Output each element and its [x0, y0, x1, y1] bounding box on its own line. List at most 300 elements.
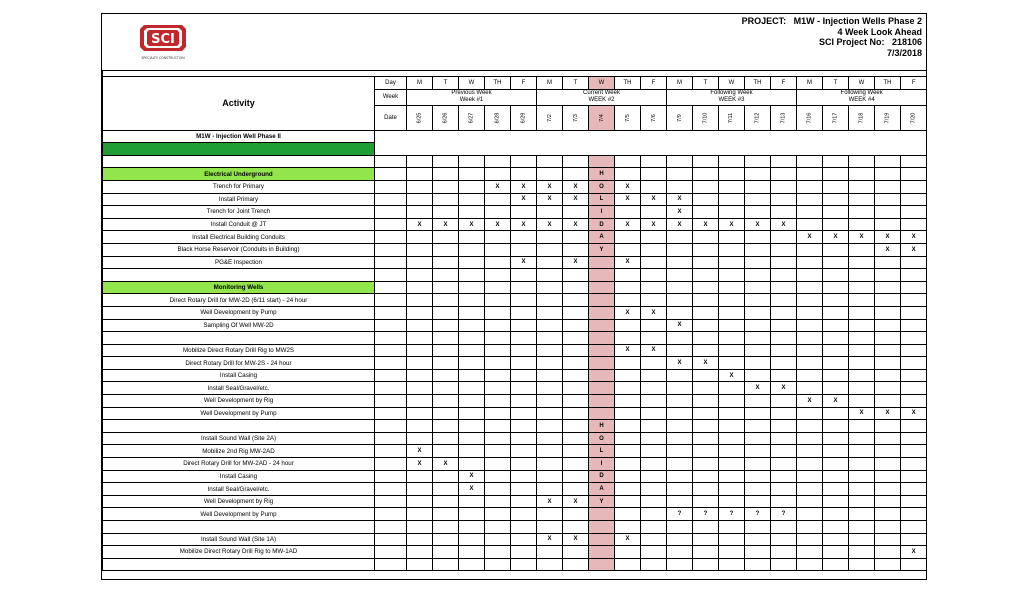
- section-bar: [103, 143, 375, 156]
- activity-cell: Install Primary: [103, 193, 375, 206]
- day-slot: [875, 206, 901, 219]
- date-text: 7/5: [624, 113, 631, 122]
- week-header: [667, 89, 797, 105]
- day-slot: [901, 558, 927, 571]
- day-slot: [693, 546, 719, 559]
- table-row: [103, 130, 927, 143]
- day-slot: [797, 319, 823, 332]
- date-text: 6/25: [416, 112, 423, 123]
- date-text: 7/12: [754, 112, 761, 123]
- day-slot: [875, 558, 901, 571]
- activity-cell: Well Development by Pump: [103, 508, 375, 521]
- day-slot: [641, 508, 667, 521]
- day-slot: [693, 193, 719, 206]
- day-slot: [797, 483, 823, 496]
- day-slot: [771, 193, 797, 206]
- scheduled-mark: X: [797, 395, 823, 408]
- day-slot: [537, 458, 563, 471]
- day-slot: [849, 269, 875, 282]
- tentative-mark: ?: [693, 508, 719, 521]
- day-slot: [771, 231, 797, 244]
- day-slot: [615, 521, 641, 534]
- day-slot: [433, 281, 459, 294]
- holiday-letter: H: [589, 168, 615, 181]
- day-slot: [589, 294, 615, 307]
- day-slot: [511, 357, 537, 370]
- day-slot: [771, 294, 797, 307]
- scheduled-mark: X: [641, 344, 667, 357]
- day-slot: [693, 407, 719, 420]
- day-slot: [563, 168, 589, 181]
- day-slot: [901, 269, 927, 282]
- day-slot: [745, 344, 771, 357]
- activity-cell: Install Sound Wall (Site 1A): [103, 533, 375, 546]
- day-slot: [797, 521, 823, 534]
- activity-cell: [103, 558, 375, 571]
- day-slot: [563, 369, 589, 382]
- day-slot: [433, 155, 459, 168]
- day-slot: [511, 332, 537, 345]
- day-slot: [875, 508, 901, 521]
- day-slot: [875, 533, 901, 546]
- week-title: Following Week: [840, 90, 883, 97]
- day-slot: [693, 432, 719, 445]
- day-slot: [901, 218, 927, 231]
- table-row: [103, 218, 927, 231]
- day-slot: [563, 445, 589, 458]
- day-slot: [433, 420, 459, 433]
- day-slot: [641, 395, 667, 408]
- day-slot: [667, 470, 693, 483]
- day-cell: W: [459, 77, 485, 90]
- day-slot: [615, 395, 641, 408]
- day-slot: [537, 445, 563, 458]
- day-slot: [823, 546, 849, 559]
- spacer-cell: [375, 558, 407, 571]
- day-slot: [693, 458, 719, 471]
- day-slot: [641, 533, 667, 546]
- day-slot: [511, 521, 537, 534]
- day-slot: [693, 470, 719, 483]
- day-slot: [849, 256, 875, 269]
- day-slot: [849, 458, 875, 471]
- table-row: [103, 193, 927, 206]
- day-slot: [433, 206, 459, 219]
- day-slot: [563, 332, 589, 345]
- scheduled-mark: X: [511, 193, 537, 206]
- activity-cell: Install Casing: [103, 369, 375, 382]
- day-slot: [433, 180, 459, 193]
- day-slot: [641, 369, 667, 382]
- day-slot: [693, 306, 719, 319]
- day-slot: [615, 369, 641, 382]
- day-slot: [485, 193, 511, 206]
- day-slot: [537, 521, 563, 534]
- table-row: [103, 432, 927, 445]
- day-slot: [875, 168, 901, 181]
- table-row: [103, 319, 927, 332]
- section-header: Monitoring Wells: [103, 281, 375, 294]
- day-slot: [485, 533, 511, 546]
- day-slot: [693, 483, 719, 496]
- day-slot: [485, 231, 511, 244]
- day-slot: [823, 344, 849, 357]
- day-slot: [771, 395, 797, 408]
- day-slot: [459, 168, 485, 181]
- day-slot: [719, 180, 745, 193]
- day-slot: [693, 256, 719, 269]
- day-slot: [719, 206, 745, 219]
- day-slot: [563, 294, 589, 307]
- day-slot: [563, 206, 589, 219]
- holiday-letter: I: [589, 458, 615, 471]
- day-slot: [797, 470, 823, 483]
- day-slot: [745, 319, 771, 332]
- report-date: 7/3/2018: [886, 47, 922, 58]
- spacer-cell: [375, 533, 407, 546]
- day-slot: [719, 256, 745, 269]
- activity-header: Activity: [103, 77, 375, 131]
- day-slot: [797, 357, 823, 370]
- day-slot: [511, 508, 537, 521]
- scheduled-mark: X: [875, 243, 901, 256]
- day-slot: [745, 306, 771, 319]
- activity-cell: [103, 269, 375, 282]
- day-slot: [693, 281, 719, 294]
- day-slot: [433, 558, 459, 571]
- scheduled-mark: X: [563, 218, 589, 231]
- date-text: 7/3: [572, 113, 579, 122]
- day-slot: [407, 256, 433, 269]
- day-slot: [563, 382, 589, 395]
- day-slot: [667, 344, 693, 357]
- day-cell: M: [537, 77, 563, 90]
- day-slot: [667, 533, 693, 546]
- day-slot: [433, 294, 459, 307]
- project-number: SCI Project No: 218106: [818, 37, 922, 47]
- day-slot: [797, 546, 823, 559]
- day-slot: [771, 558, 797, 571]
- day-slot: [459, 180, 485, 193]
- day-slot: [537, 168, 563, 181]
- day-slot: [901, 319, 927, 332]
- scheduled-mark: X: [745, 218, 771, 231]
- day-slot: [537, 420, 563, 433]
- day-slot: [901, 483, 927, 496]
- scheduled-mark: X: [901, 407, 927, 420]
- table-row: [103, 558, 927, 571]
- day-slot: [667, 306, 693, 319]
- table-row: [103, 483, 927, 496]
- day-slot: [745, 445, 771, 458]
- day-slot: [849, 357, 875, 370]
- day-slot: [459, 382, 485, 395]
- day-slot: [901, 521, 927, 534]
- date-text: 7/16: [806, 112, 813, 123]
- day-slot: [693, 168, 719, 181]
- day-cell: W: [849, 77, 875, 90]
- day-slot: [407, 521, 433, 534]
- day-slot: [511, 458, 537, 471]
- day-slot: [485, 155, 511, 168]
- day-slot: [511, 483, 537, 496]
- scheduled-mark: X: [797, 231, 823, 244]
- day-slot: [407, 369, 433, 382]
- activity-cell: Sampling Of Well MW-2D: [103, 319, 375, 332]
- day-cell: M: [407, 77, 433, 90]
- day-slot: [485, 382, 511, 395]
- day-slot: [641, 420, 667, 433]
- day-slot: [797, 420, 823, 433]
- day-slot: [797, 168, 823, 181]
- day-slot: [745, 407, 771, 420]
- activity-cell: Install Casing: [103, 470, 375, 483]
- day-slot: [849, 243, 875, 256]
- day-slot: [641, 382, 667, 395]
- spacer-cell: [375, 495, 407, 508]
- lookahead-label: 4 Week Look Ahead: [837, 26, 922, 37]
- day-slot: [511, 533, 537, 546]
- spacer-cell: [375, 546, 407, 559]
- day-slot: [797, 155, 823, 168]
- day-slot: [433, 407, 459, 420]
- day-slot: [511, 369, 537, 382]
- day-slot: [823, 218, 849, 231]
- day-slot: [901, 168, 927, 181]
- day-slot: [797, 243, 823, 256]
- day-slot: [615, 231, 641, 244]
- scheduled-mark: X: [563, 180, 589, 193]
- day-slot: [875, 483, 901, 496]
- scheduled-mark: X: [615, 533, 641, 546]
- day-slot: [797, 256, 823, 269]
- tentative-mark: ?: [771, 508, 797, 521]
- day-slot: [693, 180, 719, 193]
- scheduled-mark: X: [771, 218, 797, 231]
- day-slot: [433, 369, 459, 382]
- activity-cell: Trench for Joint Trench: [103, 206, 375, 219]
- week-number: Week #1: [459, 97, 484, 104]
- day-slot: [433, 357, 459, 370]
- week-title: Previous Week: [451, 90, 492, 97]
- day-slot: [901, 495, 927, 508]
- spacer-cell: [375, 319, 407, 332]
- table-row: [103, 533, 927, 546]
- day-slot: [719, 483, 745, 496]
- day-slot: [615, 407, 641, 420]
- holiday-letter: O: [589, 432, 615, 445]
- day-slot: [641, 407, 667, 420]
- day-slot: [823, 243, 849, 256]
- day-slot: [667, 558, 693, 571]
- day-slot: [433, 508, 459, 521]
- day-slot: [615, 382, 641, 395]
- scheduled-mark: X: [693, 357, 719, 370]
- day-slot: [563, 420, 589, 433]
- day-slot: [823, 180, 849, 193]
- spacer-cell: [375, 243, 407, 256]
- day-slot: [745, 294, 771, 307]
- spacer-cell: [375, 231, 407, 244]
- activity-cell: Direct Rotary Drill for MW-2S - 24 hour: [103, 357, 375, 370]
- day-slot: [433, 319, 459, 332]
- date-cell: [563, 105, 589, 130]
- activity-cell: Well Development by Rig: [103, 495, 375, 508]
- day-slot: [667, 281, 693, 294]
- day-slot: [459, 369, 485, 382]
- day-slot: [693, 445, 719, 458]
- day-slot: [459, 357, 485, 370]
- day-slot: [823, 420, 849, 433]
- day-slot: [797, 382, 823, 395]
- day-slot: [407, 281, 433, 294]
- day-slot: [901, 206, 927, 219]
- day-slot: [875, 382, 901, 395]
- day-slot: [407, 508, 433, 521]
- day-slot: [797, 332, 823, 345]
- scheduled-mark: X: [641, 193, 667, 206]
- scheduled-mark: X: [615, 180, 641, 193]
- day-slot: [901, 458, 927, 471]
- table-row: [103, 332, 927, 345]
- spacer-cell: [375, 432, 407, 445]
- day-slot: [745, 470, 771, 483]
- day-slot: [797, 445, 823, 458]
- day-slot: [459, 546, 485, 559]
- scheduled-mark: X: [615, 344, 641, 357]
- tentative-mark: ?: [719, 508, 745, 521]
- spacer-cell: [375, 395, 407, 408]
- scheduled-mark: X: [459, 470, 485, 483]
- day-slot: [901, 369, 927, 382]
- spacer-cell: [375, 306, 407, 319]
- day-slot: [563, 357, 589, 370]
- day-slot: [771, 256, 797, 269]
- scheduled-mark: X: [563, 256, 589, 269]
- day-slot: [901, 432, 927, 445]
- day-slot: [459, 407, 485, 420]
- day-slot: [771, 155, 797, 168]
- scheduled-mark: X: [667, 319, 693, 332]
- holiday-letter: A: [589, 483, 615, 496]
- day-slot: [849, 155, 875, 168]
- spacer-cell: [375, 206, 407, 219]
- holiday-letter: L: [589, 193, 615, 206]
- day-slot: [719, 521, 745, 534]
- day-slot: [823, 483, 849, 496]
- day-cell: TH: [745, 77, 771, 90]
- date-cell: [433, 105, 459, 130]
- day-slot: [693, 231, 719, 244]
- day-slot: [407, 382, 433, 395]
- day-slot: [459, 155, 485, 168]
- day-slot: [771, 357, 797, 370]
- day-slot: [511, 344, 537, 357]
- date-text: 6/26: [442, 112, 449, 123]
- day-slot: [537, 558, 563, 571]
- day-slot: [693, 521, 719, 534]
- day-slot: [641, 281, 667, 294]
- day-slot: [641, 445, 667, 458]
- day-slot: [667, 269, 693, 282]
- scheduled-mark: X: [745, 382, 771, 395]
- date-cell: [693, 105, 719, 130]
- day-slot: [849, 495, 875, 508]
- day-slot: [849, 294, 875, 307]
- day-slot: [615, 495, 641, 508]
- day-slot: [745, 521, 771, 534]
- day-slot: [875, 180, 901, 193]
- day-slot: [407, 294, 433, 307]
- table-row: [103, 256, 927, 269]
- day-slot: [511, 495, 537, 508]
- table-row: [103, 168, 927, 181]
- day-slot: [771, 306, 797, 319]
- week-number: WEEK #4: [848, 97, 875, 104]
- day-slot: [641, 168, 667, 181]
- day-cell: M: [797, 77, 823, 90]
- date-text: 7/19: [884, 112, 891, 123]
- spacer-cell: [375, 294, 407, 307]
- day-slot: [407, 155, 433, 168]
- date-cell: [407, 105, 433, 130]
- date-cell: [485, 105, 511, 130]
- day-slot: [745, 483, 771, 496]
- day-slot: [667, 155, 693, 168]
- day-slot: [719, 193, 745, 206]
- day-slot: [641, 495, 667, 508]
- day-slot: [771, 206, 797, 219]
- day-slot: [875, 470, 901, 483]
- day-slot: [745, 546, 771, 559]
- day-slot: [797, 218, 823, 231]
- day-slot: [771, 344, 797, 357]
- day-slot: [511, 281, 537, 294]
- activity-cell: Install Conduit @ JT: [103, 218, 375, 231]
- day-cell: T: [563, 77, 589, 90]
- day-slot: [901, 470, 927, 483]
- day-slot: [901, 445, 927, 458]
- day-slot: [849, 420, 875, 433]
- day-slot: [641, 206, 667, 219]
- day-slot: [667, 231, 693, 244]
- day-slot: [719, 382, 745, 395]
- day-slot: [771, 483, 797, 496]
- holiday-letter: I: [589, 206, 615, 219]
- day-slot: [485, 243, 511, 256]
- day-slot: [433, 483, 459, 496]
- spacer-cell: [375, 332, 407, 345]
- day-slot: [459, 533, 485, 546]
- day-slot: [641, 521, 667, 534]
- day-slot: [771, 332, 797, 345]
- day-slot: [615, 470, 641, 483]
- scheduled-mark: X: [667, 218, 693, 231]
- day-slot: [563, 281, 589, 294]
- scheduled-mark: X: [641, 218, 667, 231]
- day-slot: [511, 243, 537, 256]
- day-slot: [693, 319, 719, 332]
- day-slot: [901, 508, 927, 521]
- day-slot: [823, 294, 849, 307]
- day-slot: [511, 294, 537, 307]
- day-slot: [875, 306, 901, 319]
- day-slot: [459, 420, 485, 433]
- day-slot: [485, 357, 511, 370]
- day-slot: [875, 395, 901, 408]
- day-slot: [459, 319, 485, 332]
- scheduled-mark: X: [615, 193, 641, 206]
